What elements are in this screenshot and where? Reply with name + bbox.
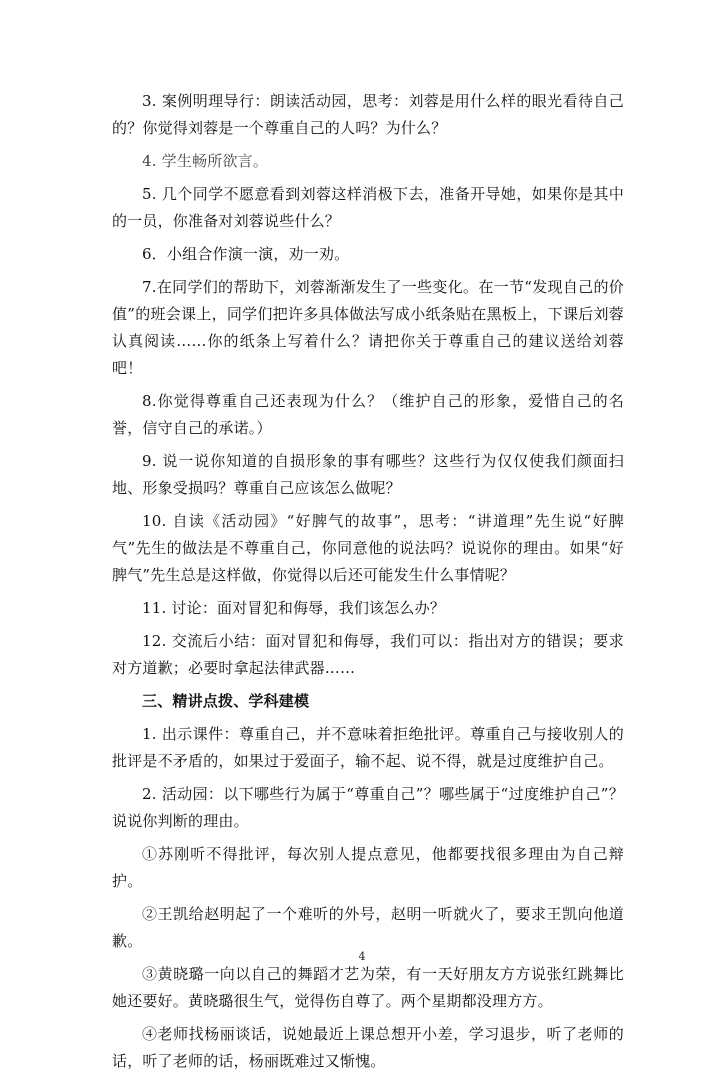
paragraph-courseware: 1. 出示课件：尊重自己，并不意味着拒绝批评。尊重自己与接收别人的批评是不矛盾的，如果过于爱面子，输不起、说不得，就是过度维护自己。 — [112, 725, 624, 770]
document-body — [112, 88, 624, 1081]
case-item-1: ①苏刚听不得批评，每次别人提点意见，他都要找很多理由为自己辩护。 — [112, 845, 624, 890]
case-item-3: ③黄晓璐一向以自己的舞蹈才艺为荣，有一天好朋友方方说张红跳舞比她还要好。黄晓璐很生气，觉得伤自尊了。两个星期都没理方方。 — [112, 965, 624, 1010]
paragraph-activity: 2. 活动园：以下哪些行为属于“尊重自己”？哪些属于“过度维护自己”？说说你判断的理由。 — [112, 785, 624, 830]
paragraph-item-5: 5. 几个同学不愿意看到刘蓉这样消极下去，准备开导她，如果你是其中的一员，你准备对刘蓉说些什么？ — [112, 185, 624, 230]
paragraph-item-4: 4. 学生畅所欲言。 — [142, 152, 269, 170]
paragraph-item-3: 3. 案例明理导行：朗读活动园，思考：刘蓉是用什么样的眼光看待自己的？你觉得刘蓉是一个尊重自己的人吗？为什么？ — [112, 92, 624, 137]
paragraph-item-11: 11. 讨论：面对冒犯和侮辱，我们该怎么办？ — [142, 599, 446, 617]
section-heading: 三、精讲点拨、学科建模 — [142, 692, 310, 710]
case-item-2: ②王凯给赵明起了一个难听的外号，赵明一听就火了，要求王凯向他道歉。 — [112, 905, 624, 950]
paragraph-item-10: 10. 自读《活动园》“好脾气的故事”，思考：“讲道理”先生说“好脾气”先生的做法是不尊重自己，你同意他的说法吗？说说你的理由。如果“好脾气”先生总是这样做，你觉得以后还可能发生什么事情呢？ — [112, 512, 624, 584]
paragraph-item-8: 8.你觉得尊重自己还表现为什么？（维护自己的形象，爱惜自己的名誉，信守自己的承诺。） — [112, 392, 624, 437]
case-item-4: ④老师找杨丽谈话，说她最近上课总想开小差，学习退步，听了老师的话，听了老师的话，杨丽既难过又惭愧。 — [112, 1025, 624, 1070]
page-number: 4 — [358, 950, 366, 963]
paragraph-item-6: 6．小组合作演一演，劝一劝。 — [142, 245, 350, 263]
paragraph-item-7: 7.在同学们的帮助下，刘蓉渐渐发生了一些变化。在一节“发现自己的价值”的班会课上，同学们把许多具体做法写成小纸条贴在黑板上，下课后刘蓉认真阅读……你的纸条上写着什么？请把你关于尊重自己的建议送给刘蓉吧！ — [112, 278, 624, 377]
paragraph-item-9: 9. 说一说你知道的自损形象的事有哪些？这些行为仅仅使我们颜面扫地、形象受损吗？尊重自己应该怎么做呢？ — [112, 452, 624, 497]
paragraph-item-12: 12. 交流后小结：面对冒犯和侮辱，我们可以：指出对方的错误；要求对方道歉；必要时拿起法律武器…… — [112, 632, 624, 677]
